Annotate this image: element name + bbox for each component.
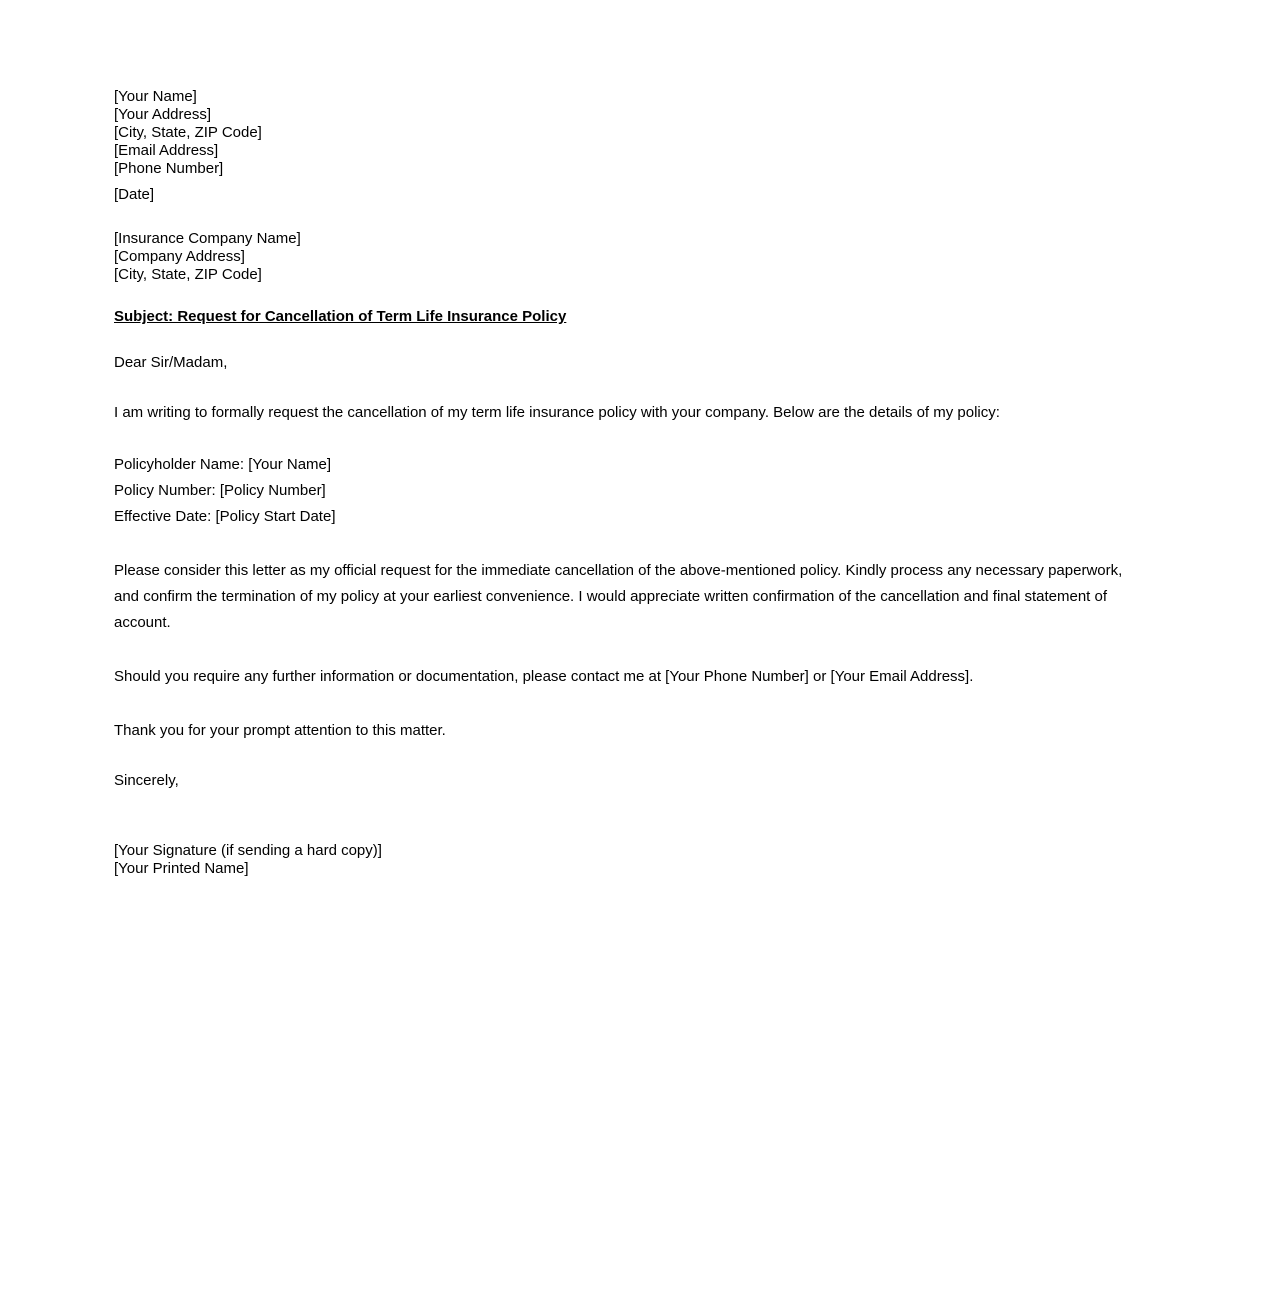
request-body-paragraph: Please consider this letter as my official request for the immediate cancellation of the above-mentioned policy. Kindly process any necessary paperwork, and confirm the termination of my policy at your earliest convenience. I would appreciate written confirmation of the cancellation and final statement of account. [114,562,1123,631]
signature-block [114,842,1134,878]
spacer-after-date [114,204,1134,230]
sender-email: [Email Address] [114,142,219,159]
sender-address-block [114,88,1134,178]
printed-name-placeholder: [Your Printed Name] [114,860,249,877]
letter-date-block [114,186,1134,204]
recipient-address-block [114,230,1134,284]
policy-number-line: Policy Number: [Policy Number] [114,482,326,499]
thanks-paragraph: Thank you for your prompt attention to this matter. [114,722,446,739]
recipient-street: [Company Address] [114,248,245,265]
letter-body [114,88,1134,878]
subject-line-wrapper [114,308,1134,326]
sender-city-state-zip: [City, State, ZIP Code] [114,124,262,141]
salutation: Dear Sir/Madam, [114,354,228,371]
signature-placeholder: [Your Signature (if sending a hard copy)] [114,842,382,859]
recipient-company-name: [Insurance Company Name] [114,230,301,247]
recipient-city-state-zip: [City, State, ZIP Code] [114,266,262,283]
sender-phone: [Phone Number] [114,160,224,177]
policy-details-block [114,452,1134,530]
spacer-after-sender [114,178,1134,186]
closing-salutation: Sincerely, [114,772,179,789]
subject-line: Subject: Request for Cancellation of Term Life Insurance Policy [114,308,567,325]
sender-name: [Your Name] [114,88,197,105]
sender-street: [Your Address] [114,106,212,123]
intro-paragraph: I am writing to formally request the cancellation of my term life insurance policy with your company. Below are the details of my policy: [114,404,1000,421]
effective-date-line: Effective Date: [Policy Start Date] [114,508,336,525]
contact-paragraph: Should you require any further information or documentation, please contact me at [Your Phone Number] or [Your Email Address]. [114,668,974,685]
letter-date: [Date] [114,186,155,203]
policyholder-name-line: Policyholder Name: [Your Name] [114,456,332,473]
